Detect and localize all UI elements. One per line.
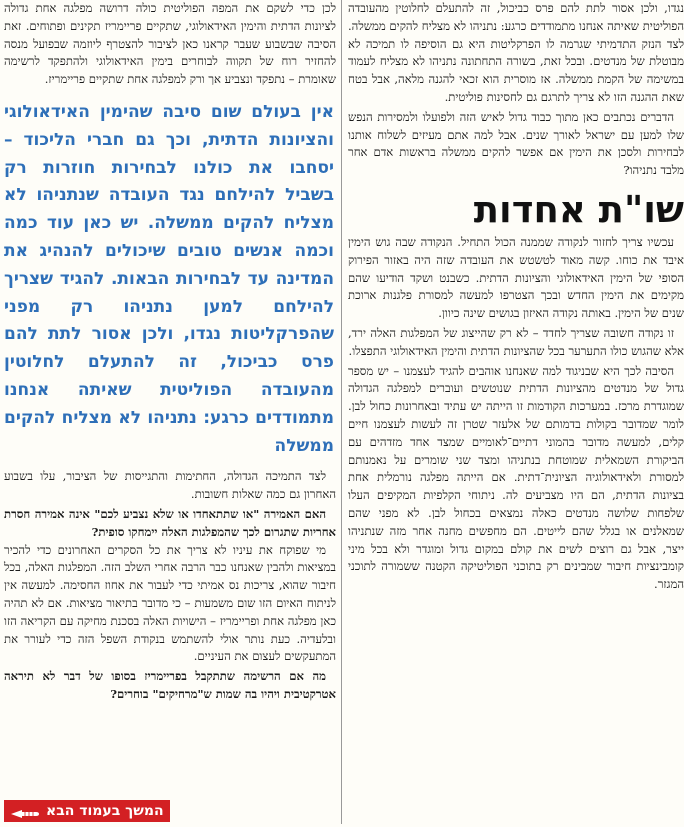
left-column [4,0,336,704]
article-paragraph: הסיבה לכך היא שבניגוד למה שאנחנו אוהבים להגיד לעצמנו – יש מספר גדול של מנדטים מהציונות הדתית שנוטשים ועוברים למפלגה הגדולה שמוגדרת מרכז. במערכות הקודמות זו הייתה יש עתיד ובאחרונות כחול לבן. לומר שמדובר בקולות בדמותם של אלעזר שטרן זה לעשות לעצמנו חיים קלים, למעשה מדובר בהמוני דתיים־לאומיים שמצד אחד מזדהים עם הביקורת השמאלית שמוטחת בנתניהו ומצד שני שומרים על נאמנותם למסורת ולאידאולוגיה הציונית־דתית. אם הייתה מפלגה נורמלית אחת בציונות הדתית, הם היו מצביעים לה. ניתוחי הקלפיות המקיפים העלו שלפחות שלושה מנדטים כאלה נמצאים בכחול לבן. לא מפני שהם שמאלנים או בגלל שהם לייטים. הם מחפשים מחנה אחר מזה שנתניהו ייצר, אבל גם רוצים לשים את קולם במקום גדול ומוגדר ולא בכל מיני קומבינציות חיבור שמבינים רק בתוכני הפוליטיקה הקטנה ששמורה לתוכני המגזר. [348,363,684,592]
article-paragraph: לצד התמיכה הגדולה, החתימות והתגייסות של הציבור, עלו בשבוע האחרון גם כמה שאלות חשובות. [4,469,336,502]
pull-quote: אין בעולם שום סיבה שהימין האידאולוגי והציונות הדתית, וכך גם חברי הליכוד – יסחבו את כולנו לבחירות חוזרות רק בשביל להילחם נגד העובדה שנתניהו לא מצליח להקים ממשלה. יש כאן עוד כמה וכמה אנשים טובים שיכולים להנהיג את המדינה עד לבחירות הבאות. להגיד שצריך להילחם למען נתניהו רק מפני שהפרקליטות נגדו, ולכן אסור לתת להם פרס כביכול, זה להתעלם לחלוטין מהעובדה הפוליטית שאיתה אנחנו מתמודדים כרגע: נתניהו לא מצליח להקים ממשלה [4,101,334,456]
article-paragraph: נגדו, ולכן אסור לתת להם פרס כביכול, זה להתעלם לחלוטין מהעובדה הפוליטית שאיתה אנחנו מתמודדים כרגע: נתניהו לא מצליח להקים ממשלה. לצד הנזק התדמיתי שגרמה לו הפרקליטות היא גם הוסיפה לו תמיכה לא מבוטלת של מנדטים. ובכל זאת, בשורה התחתונה נתניהו לא מצליח לעמוד במשימה של הקמת ממשלה. אז מוסרית הוא זכאי להגנה מלאה, אבל בטח שאת ההגנה הזו לא צריך לתרגם גם לחסינות פוליטית. [348,1,684,104]
section-headline: שו"ת אחדות [473,187,684,231]
pointing-hand-icon [10,805,40,817]
article-paragraph: מי שפוקח את עיניו לא צריך את כל הסקרים האחרונים כדי להכיר במציאות ולהבין שאנחנו כבר הרבה אחרי השלב הזה. המפלגות האלה, בכל חיבור שהוא, צריכות נס אמיתי כדי לעבור את אחוז החסימה. למעשה אין לניתוח האיום הזו שום משמעות – כי מדובר בתיאור מציאות. אם לא תהיה כאן מפלגה אחת ופריימריז – הישויות האלה בסכנת מחיקה עם הקריאה הזו ובלעדיה. כעת נותר אולי להשתמש בנקודת השפל הזה כדי לעורר את המתעקשים לעצום את העיניים. [4,542,336,664]
question-heading: מה אם הרשימה שתתקבל בפריימריז בסופו של דבר לא תיראה אטרקטיבית ויהיו בה שמות ש"מרחיקים" בוחרים? [4,669,336,701]
article-paragraph: לכן כדי לשקם את המפה הפוליטית כולה דרושה מפלגה אחת גדולה לציונות הדתית והימין האידאולוגי, שתקיים פריימריז תקינים ופתוחים. זאת הסיבה שבשבוע שעבר קראנו כאן לציבור להצטרף ליוזמה שבפועל מנסה להחזיר רוח של תקווה לבוחרים בימין האידאולוגי ולהתפקד לרשימה שאומרת – נתפקד ונצביע אך ורק למפלגה אחת שתקיים פריימריז. [4,1,336,87]
article-paragraph: הדברים נכתבים כאן מתוך כבוד גדול לאיש הזה ולפועלו ולמסירות הנפש שלו למען עם ישראל לאורך שנים. אבל למה אתם מעיזים לשלוח אותנו לבחירות ולסכן את הימין אם אפשר להקים ממשלה בראשות אדם אחר מלבד נתניהו? [348,109,684,178]
right-column [348,0,684,594]
article-paragraph: זו נקודה חשובה שצריך לחדד – לא רק שהייצוג של המפלגות האלה ירד, אלא שהגוש כולו התערער בכל שהציונות הדתית והימין האידאולוגי התפצלו. [348,325,684,358]
question-heading: האם האמירה "או שתתאחדו או שלא נצביע לכם" אינה אמירה חסרת אחריות שתגרום לכך שהמפלגות האלה יימחקו סופית? [4,506,336,539]
continue-label: המשך בעמוד הבא [46,803,164,819]
continue-next-page-banner[interactable] [4,800,170,822]
article-paragraph: עכשיו צריך לחזור לנקודה שממנה הכול התחיל. הנקודה שבה גוש הימין איבד את כוחו. קשה מאוד לטשטש את העובדה שזה היה באזור הפירוק הסופי של הימין האידאולוגי והציונות הדתית. כשבנט ושקד הודיעו שהם מקימים את הימין החדש ובכך הצטרפו למעשה למסורת פלגנות ארוכת שנים של הימין. באותה נקודה האיזון בגושים שינה כיוון. [348,234,684,321]
column-divider [341,0,342,824]
